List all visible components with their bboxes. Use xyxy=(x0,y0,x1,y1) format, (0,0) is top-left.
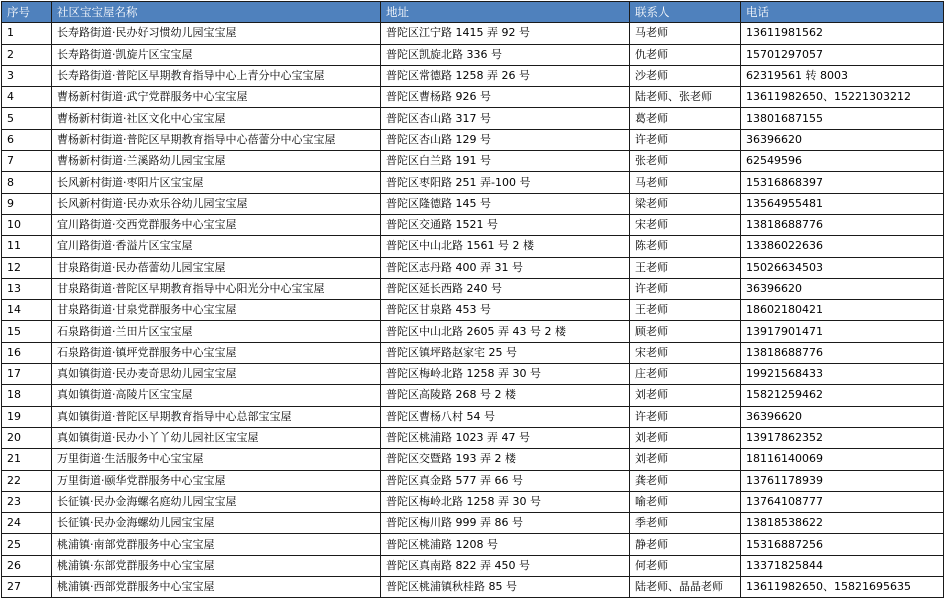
cell-contact: 马老师 xyxy=(630,23,741,44)
cell-name: 桃浦镇·西部党群服务中心宝宝屋 xyxy=(52,577,381,598)
table-row xyxy=(2,151,944,172)
cell-phone: 15316868397 xyxy=(741,172,944,193)
table-row xyxy=(2,342,944,363)
table-row xyxy=(2,300,944,321)
cell-address: 普陀区江宁路 1415 弄 92 号 xyxy=(381,23,630,44)
cell-phone: 13611981562 xyxy=(741,23,944,44)
cell-phone: 36396620 xyxy=(741,406,944,427)
cell-phone: 13611982650、15221303212 xyxy=(741,87,944,108)
cell-index: 25 xyxy=(2,534,52,555)
table-row xyxy=(2,364,944,385)
cell-contact: 宋老师 xyxy=(630,342,741,363)
cell-name: 真如镇街道·普陀区早期教育指导中心总部宝宝屋 xyxy=(52,406,381,427)
cell-contact: 喻老师 xyxy=(630,491,741,512)
cell-phone: 62549596 xyxy=(741,151,944,172)
table-row xyxy=(2,44,944,65)
cell-index: 13 xyxy=(2,278,52,299)
cell-address: 普陀区枣阳路 251 弄-100 号 xyxy=(381,172,630,193)
cell-contact: 许老师 xyxy=(630,406,741,427)
cell-contact: 陆老师、张老师 xyxy=(630,87,741,108)
cell-name: 长寿路街道·普陀区早期教育指导中心上青分中心宝宝屋 xyxy=(52,65,381,86)
cell-name: 桃浦镇·南部党群服务中心宝宝屋 xyxy=(52,534,381,555)
cell-address: 普陀区中山北路 2605 弄 43 号 2 楼 xyxy=(381,321,630,342)
cell-name: 曹杨新村街道·普陀区早期教育指导中心蓓蕾分中心宝宝屋 xyxy=(52,129,381,150)
cell-name: 曹杨新村街道·社区文化中心宝宝屋 xyxy=(52,108,381,129)
cell-phone: 13761178939 xyxy=(741,470,944,491)
cell-contact: 陆老师、晶晶老师 xyxy=(630,577,741,598)
cell-phone: 13917862352 xyxy=(741,427,944,448)
cell-contact: 许老师 xyxy=(630,278,741,299)
column-header-phone: 电话 xyxy=(741,2,944,23)
cell-index: 18 xyxy=(2,385,52,406)
cell-address: 普陀区白兰路 191 号 xyxy=(381,151,630,172)
baby-house-table xyxy=(1,1,944,598)
cell-name: 石泉路街道·兰田片区宝宝屋 xyxy=(52,321,381,342)
cell-index: 4 xyxy=(2,87,52,108)
cell-name: 宜川路街道·香溢片区宝宝屋 xyxy=(52,236,381,257)
cell-address: 普陀区志丹路 400 弄 31 号 xyxy=(381,257,630,278)
cell-phone: 18116140069 xyxy=(741,449,944,470)
cell-address: 普陀区高陵路 268 号 2 楼 xyxy=(381,385,630,406)
cell-phone: 18602180421 xyxy=(741,300,944,321)
cell-index: 1 xyxy=(2,23,52,44)
table-row xyxy=(2,65,944,86)
cell-index: 16 xyxy=(2,342,52,363)
cell-name: 曹杨新村街道·兰溪路幼儿园宝宝屋 xyxy=(52,151,381,172)
cell-address: 普陀区梅岭北路 1258 弄 30 号 xyxy=(381,491,630,512)
cell-index: 9 xyxy=(2,193,52,214)
column-header-index: 序号 xyxy=(2,2,52,23)
cell-contact: 庄老师 xyxy=(630,364,741,385)
cell-address: 普陀区桃浦镇秋桂路 85 号 xyxy=(381,577,630,598)
cell-address: 普陀区隆德路 145 号 xyxy=(381,193,630,214)
cell-address: 普陀区曹杨八村 54 号 xyxy=(381,406,630,427)
table-header-row xyxy=(2,2,944,23)
cell-phone: 13818688776 xyxy=(741,214,944,235)
cell-phone: 13818538622 xyxy=(741,513,944,534)
baby-house-table-sheet xyxy=(1,1,944,598)
cell-phone: 13371825844 xyxy=(741,555,944,576)
cell-address: 普陀区桃浦路 1208 号 xyxy=(381,534,630,555)
cell-address: 普陀区桃浦路 1023 弄 47 号 xyxy=(381,427,630,448)
cell-name: 长寿路街道·凯旋片区宝宝屋 xyxy=(52,44,381,65)
cell-index: 27 xyxy=(2,577,52,598)
cell-contact: 葛老师 xyxy=(630,108,741,129)
cell-name: 石泉路街道·镇坪党群服务中心宝宝屋 xyxy=(52,342,381,363)
cell-index: 8 xyxy=(2,172,52,193)
table-row xyxy=(2,257,944,278)
cell-phone: 13818688776 xyxy=(741,342,944,363)
cell-contact: 张老师 xyxy=(630,151,741,172)
table-row xyxy=(2,555,944,576)
cell-index: 22 xyxy=(2,470,52,491)
cell-phone: 36396620 xyxy=(741,278,944,299)
cell-contact: 刘老师 xyxy=(630,449,741,470)
cell-name: 真如镇街道·民办麦奇思幼儿园宝宝屋 xyxy=(52,364,381,385)
cell-contact: 王老师 xyxy=(630,257,741,278)
cell-name: 长征镇·民办金海螺幼儿园宝宝屋 xyxy=(52,513,381,534)
table-row xyxy=(2,236,944,257)
table-row xyxy=(2,214,944,235)
cell-address: 普陀区延长西路 240 号 xyxy=(381,278,630,299)
cell-index: 6 xyxy=(2,129,52,150)
cell-index: 26 xyxy=(2,555,52,576)
table-row xyxy=(2,193,944,214)
cell-phone: 15701297057 xyxy=(741,44,944,65)
table-row xyxy=(2,491,944,512)
table-body xyxy=(2,23,944,598)
table-row xyxy=(2,427,944,448)
table-row xyxy=(2,129,944,150)
table-row xyxy=(2,385,944,406)
cell-index: 20 xyxy=(2,427,52,448)
cell-contact: 梁老师 xyxy=(630,193,741,214)
table-row xyxy=(2,321,944,342)
cell-phone: 15026634503 xyxy=(741,257,944,278)
cell-address: 普陀区真金路 577 弄 66 号 xyxy=(381,470,630,491)
cell-contact: 仇老师 xyxy=(630,44,741,65)
cell-address: 普陀区交暨路 193 弄 2 楼 xyxy=(381,449,630,470)
cell-name: 甘泉路街道·甘泉党群服务中心宝宝屋 xyxy=(52,300,381,321)
table-row xyxy=(2,534,944,555)
cell-address: 普陀区常德路 1258 弄 26 号 xyxy=(381,65,630,86)
cell-contact: 季老师 xyxy=(630,513,741,534)
cell-phone: 13764108777 xyxy=(741,491,944,512)
cell-address: 普陀区曹杨路 926 号 xyxy=(381,87,630,108)
cell-address: 普陀区梅岭北路 1258 弄 30 号 xyxy=(381,364,630,385)
table-row xyxy=(2,108,944,129)
cell-contact: 刘老师 xyxy=(630,385,741,406)
cell-contact: 陈老师 xyxy=(630,236,741,257)
cell-index: 21 xyxy=(2,449,52,470)
cell-name: 真如镇街道·高陵片区宝宝屋 xyxy=(52,385,381,406)
table-row xyxy=(2,278,944,299)
cell-name: 长风新村街道·民办欢乐谷幼儿园宝宝屋 xyxy=(52,193,381,214)
cell-index: 24 xyxy=(2,513,52,534)
table-row xyxy=(2,513,944,534)
cell-index: 12 xyxy=(2,257,52,278)
cell-phone: 15821259462 xyxy=(741,385,944,406)
cell-name: 长征镇·民办金海螺名庭幼儿园宝宝屋 xyxy=(52,491,381,512)
cell-name: 真如镇街道·民办小丫丫幼儿园社区宝宝屋 xyxy=(52,427,381,448)
cell-phone: 19921568433 xyxy=(741,364,944,385)
cell-index: 23 xyxy=(2,491,52,512)
cell-contact: 何老师 xyxy=(630,555,741,576)
table-row xyxy=(2,449,944,470)
cell-index: 19 xyxy=(2,406,52,427)
cell-contact: 沙老师 xyxy=(630,65,741,86)
cell-address: 普陀区交通路 1521 号 xyxy=(381,214,630,235)
cell-name: 长风新村街道·枣阳片区宝宝屋 xyxy=(52,172,381,193)
cell-index: 15 xyxy=(2,321,52,342)
cell-name: 万里街道·颐华党群服务中心宝宝屋 xyxy=(52,470,381,491)
cell-address: 普陀区真南路 822 弄 450 号 xyxy=(381,555,630,576)
cell-contact: 龚老师 xyxy=(630,470,741,491)
column-header-address: 地址 xyxy=(381,2,630,23)
cell-index: 11 xyxy=(2,236,52,257)
cell-address: 普陀区凯旋北路 336 号 xyxy=(381,44,630,65)
cell-contact: 王老师 xyxy=(630,300,741,321)
cell-index: 17 xyxy=(2,364,52,385)
column-header-name: 社区宝宝屋名称 xyxy=(52,2,381,23)
cell-phone: 13917901471 xyxy=(741,321,944,342)
cell-index: 7 xyxy=(2,151,52,172)
cell-index: 14 xyxy=(2,300,52,321)
cell-name: 长寿路街道·民办好习惯幼儿园宝宝屋 xyxy=(52,23,381,44)
cell-address: 普陀区甘泉路 453 号 xyxy=(381,300,630,321)
table-row xyxy=(2,172,944,193)
cell-index: 10 xyxy=(2,214,52,235)
cell-name: 甘泉路街道·普陀区早期教育指导中心阳光分中心宝宝屋 xyxy=(52,278,381,299)
column-header-contact: 联系人 xyxy=(630,2,741,23)
cell-name: 甘泉路街道·民办蓓蕾幼儿园宝宝屋 xyxy=(52,257,381,278)
table-row xyxy=(2,406,944,427)
cell-phone: 13386022636 xyxy=(741,236,944,257)
cell-phone: 13564955481 xyxy=(741,193,944,214)
cell-name: 曹杨新村街道·武宁党群服务中心宝宝屋 xyxy=(52,87,381,108)
cell-contact: 顾老师 xyxy=(630,321,741,342)
cell-phone: 62319561 转 8003 xyxy=(741,65,944,86)
cell-index: 2 xyxy=(2,44,52,65)
cell-contact: 马老师 xyxy=(630,172,741,193)
cell-index: 3 xyxy=(2,65,52,86)
cell-name: 万里街道·生活服务中心宝宝屋 xyxy=(52,449,381,470)
cell-phone: 13801687155 xyxy=(741,108,944,129)
cell-contact: 许老师 xyxy=(630,129,741,150)
cell-address: 普陀区杏山路 129 号 xyxy=(381,129,630,150)
cell-phone: 13611982650、15821695635 xyxy=(741,577,944,598)
cell-phone: 36396620 xyxy=(741,129,944,150)
cell-phone: 15316887256 xyxy=(741,534,944,555)
cell-name: 宜川路街道·交西党群服务中心宝宝屋 xyxy=(52,214,381,235)
table-row xyxy=(2,470,944,491)
cell-index: 5 xyxy=(2,108,52,129)
cell-contact: 刘老师 xyxy=(630,427,741,448)
cell-contact: 静老师 xyxy=(630,534,741,555)
cell-address: 普陀区镇坪路赵家宅 25 号 xyxy=(381,342,630,363)
table-row xyxy=(2,23,944,44)
table-row xyxy=(2,577,944,598)
cell-contact: 宋老师 xyxy=(630,214,741,235)
cell-address: 普陀区杏山路 317 号 xyxy=(381,108,630,129)
cell-name: 桃浦镇·东部党群服务中心宝宝屋 xyxy=(52,555,381,576)
cell-address: 普陀区梅川路 999 弄 86 号 xyxy=(381,513,630,534)
cell-address: 普陀区中山北路 1561 号 2 楼 xyxy=(381,236,630,257)
table-row xyxy=(2,87,944,108)
